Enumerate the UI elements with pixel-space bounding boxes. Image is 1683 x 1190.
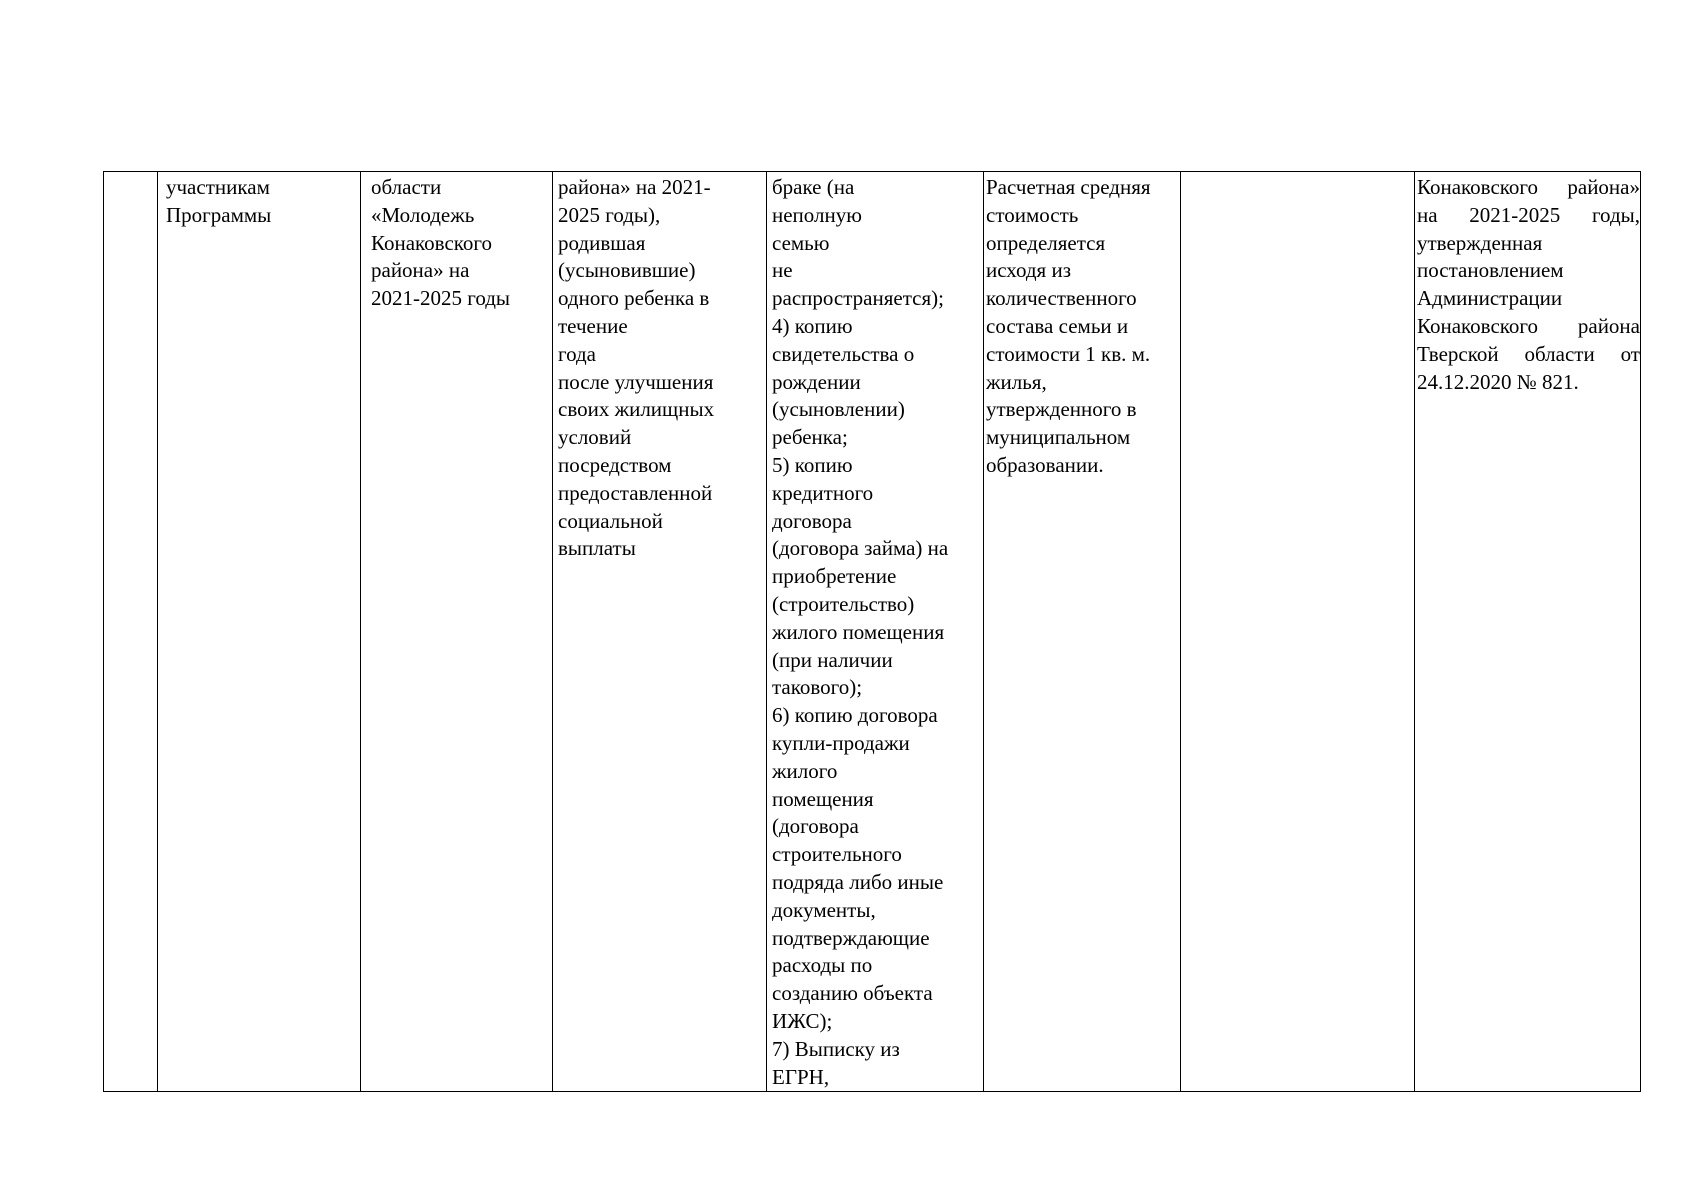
- cell-legal-basis: [1415, 172, 1641, 1092]
- cell-legal-basis-text: Конаковского района» на 2021-2025 годы, утвержденная постановлением Администрации Конаковского района Тверской области от 24.12.2020 № 821.: [1417, 175, 1640, 394]
- table-row: [104, 172, 1641, 1092]
- cell-recipient-text: района» на 2021- 2025 годы), родившая (усыновившие) одного ребенка в течение года после улучшения своих жилищных условий посредством предоставленной социальной выплаты: [558, 175, 715, 561]
- cell-participants: [158, 172, 361, 1092]
- cell-number: [104, 172, 158, 1092]
- cell-documents: [767, 172, 984, 1092]
- cell-documents-text: браке (на неполную семью не распространяется); 4) копию свидетельства о рождении (усыновлении) ребенка; 5) копию кредитного договора (договора займа) на приобретение (строительство) жилого помещения (при наличии такового); 6) копию договора купли-продажи жилого помещения (договора строительного подряда либо иные документы, подтверждающие расходы по созданию объекта ИЖС); 7) Выписку из ЕГРН,: [772, 175, 949, 1089]
- cell-recipient: [553, 172, 767, 1092]
- cell-program-name: [361, 172, 553, 1092]
- cell-program-name-text: области «Молодежь Конаковского района» на 2021-2025 годы: [371, 175, 511, 311]
- cell-cost: [984, 172, 1181, 1092]
- cell-participants-text: участникам Программы: [166, 175, 272, 227]
- cell-empty: [1181, 172, 1415, 1092]
- cell-cost-text: Расчетная средняя стоимость определяется исходя из количественного состава семьи и стоимости 1 кв. м. жилья, утвержденного в муниципальном образовании.: [986, 175, 1151, 477]
- program-table: [103, 171, 1641, 1092]
